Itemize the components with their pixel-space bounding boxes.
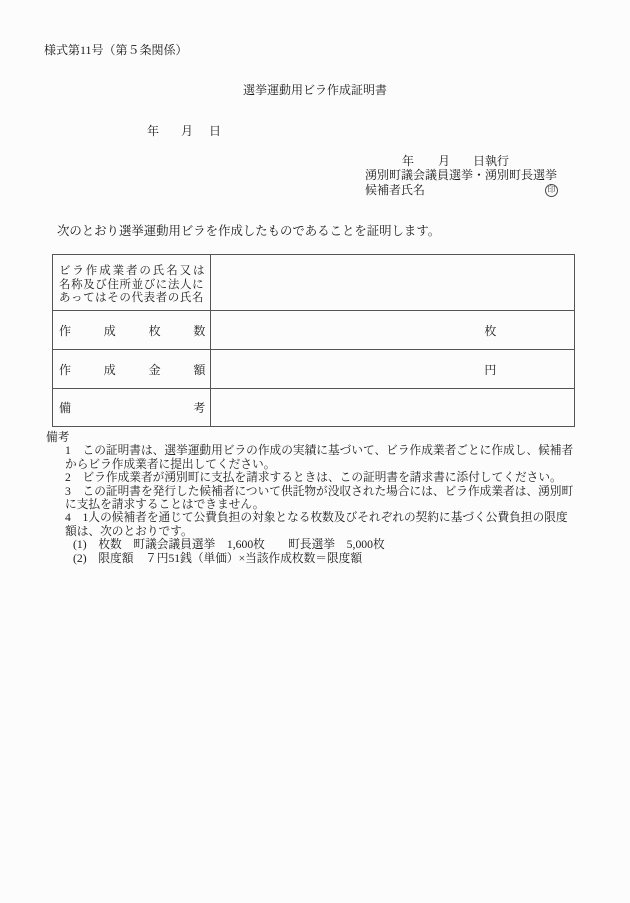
maker-name-label: ビラ作成業者の氏名又は 名称及び住所並びに法人に あってはその代表者の氏名 bbox=[59, 264, 207, 305]
remarks-value-cell bbox=[211, 389, 575, 427]
exec-month-label: 月 bbox=[438, 154, 451, 168]
seal-icon bbox=[545, 184, 558, 197]
sheets-count-label: 作 成 枚 数 bbox=[59, 323, 206, 338]
note-line-1-cont: からビラ作成業者に提出してください。 bbox=[65, 457, 276, 471]
candidate-name-line bbox=[365, 183, 558, 197]
sheets-count-value-cell bbox=[211, 311, 575, 350]
note-line-3: 3 この証明書を発行した候補者について供託物が没収された場合には、ビラ作成業者は、湧別町 bbox=[65, 484, 574, 498]
date-day-label: 日 bbox=[209, 124, 222, 138]
note-line-4-1: (1) 枚数 町議会議員選挙 1,600枚 町長選挙 5,000枚 bbox=[73, 538, 385, 552]
note-line-4-cont: 額は、次のとおりです。 bbox=[65, 524, 193, 538]
yen-unit-label: 円 bbox=[484, 362, 497, 377]
issuer-block bbox=[365, 154, 558, 197]
seal-character: 印 bbox=[547, 185, 556, 195]
maker-name-value-cell bbox=[211, 255, 575, 311]
note-line-2: 2 ビラ作成業者が湧別町に支払を請求するときは、この証明書を請求書に添付してください。 bbox=[65, 471, 562, 485]
form-number: 様式第11号（第５条関係） bbox=[44, 43, 188, 57]
amount-label: 作 成 金 額 bbox=[59, 362, 206, 377]
certificate-table bbox=[52, 254, 575, 427]
execution-date-line bbox=[365, 154, 558, 168]
remarks-label-cell bbox=[53, 389, 211, 427]
page-title: 選挙運動用ビラ作成証明書 bbox=[242, 83, 387, 97]
amount-value-cell bbox=[211, 350, 575, 389]
note-line-1: 1 この証明書は、選挙運動用ビラの作成の実績に基づいて、ビラ作成業者ごとに作成し、候補者 bbox=[65, 444, 574, 458]
exec-year-label: 年 bbox=[402, 154, 415, 168]
amount-label-cell bbox=[53, 350, 211, 389]
sheets-unit-label: 枚 bbox=[484, 323, 497, 338]
certify-statement: 次のとおり選挙運動用ビラを作成したものであることを証明します。 bbox=[57, 224, 441, 238]
election-name-line: 湧別町議会議員選挙・湧別町長選挙 bbox=[365, 168, 558, 183]
sheets-count-label-cell bbox=[53, 311, 211, 350]
date-year-label: 年 bbox=[147, 124, 160, 138]
remarks-label: 備 考 bbox=[59, 401, 206, 415]
exec-day-label: 日執行 bbox=[473, 154, 510, 168]
note-line-4: 4 1人の候補者を通じて公費負担の対象となる枚数及びそれぞれの契約に基づく公費負担の限度 bbox=[65, 511, 568, 525]
note-line-4-2: (2) 限度額 ７円51銭（単価）×当該作成枚数＝限度額 bbox=[73, 551, 363, 565]
notes-heading: 備考 bbox=[46, 431, 70, 444]
notes-section bbox=[0, 431, 573, 565]
date-month-label: 月 bbox=[181, 124, 194, 138]
maker-name-label-cell bbox=[53, 255, 211, 311]
candidate-name-label: 候補者氏名 bbox=[365, 182, 426, 197]
date-line bbox=[147, 122, 221, 139]
note-line-3-cont: に支払を請求することはできません。 bbox=[65, 498, 265, 512]
